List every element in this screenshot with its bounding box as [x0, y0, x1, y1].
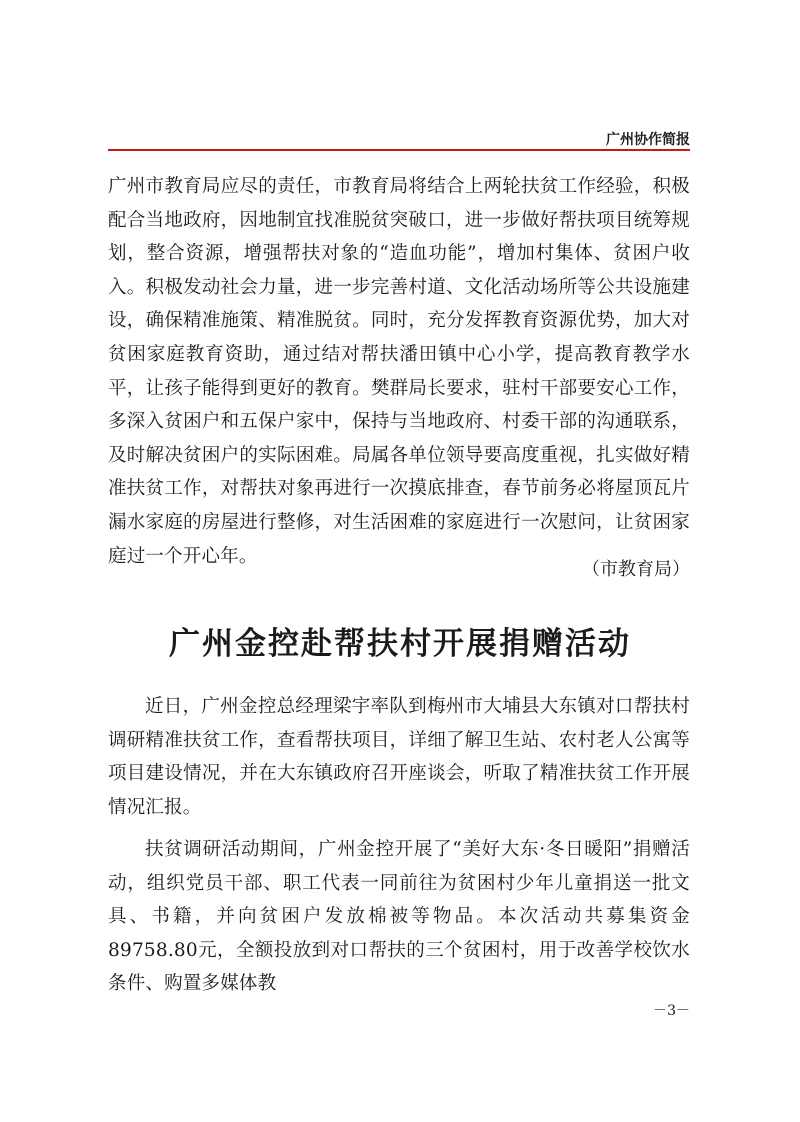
publication-title: 广州协作简报 [606, 132, 690, 148]
body-paragraph: 广州市教育局应尽的责任，市教育局将结合上两轮扶贫工作经验，积极配合当地政府，因地制宜找准脱贫突破口，进一步做好帮扶项目统筹规划，整合资源，增强帮扶对象的“造血功能”，增加村集体、贫困户收入。积极发动社会力量，进一步完善村道、文化活动场所等公共设施建设，确保精准施策、精准脱贫。同时，充分发挥教育资源优势，加大对贫困家庭教育资助，通过结对帮扶潘田镇中心小学，提高教育教学水平，让孩子能得到更好的教育。樊群局长要求，驻村干部要安心工作，多深入贫困户和五保户家中，保持与当地政府、村委干部的沟通联系，及时解决贫困户的实际困难。局属各单位领导要高度重视，扎实做好精准扶贫工作，对帮扶对象再进行一次摸底排查，春节前务必将屋顶瓦片漏水家庭的房屋进行整修，对生活困难的家庭进行一次慰问，让贫困家庭过一个开心年。 [108, 176, 690, 567]
article-title: 广州金控赴帮扶村开展捐赠活动 [169, 626, 631, 662]
article-paragraph: 扶贫调研活动期间，广州金控开展了“美好大东·冬日暖阳”捐赠活动，组织党员干部、职工代表一同前往为贫困村少年儿童捐送一批文具、书籍，并向贫困户发放棉被等物品。本次活动共募集资金89758.80元，全额投放到对口帮扶的三个贫困村，用于改善学校饮水条件、购置多媒体教 [108, 839, 690, 995]
header-divider [108, 149, 690, 151]
source-attribution: （市教育局） [582, 559, 690, 580]
article-paragraph: 近日，广州金控总经理梁宇率队到梅州市大埔县大东镇对口帮扶村调研精准扶贫工作，查看帮扶项目，详细了解卫生站、农村老人公寓等项目建设情况，并在大东镇政府召开座谈会，听取了精准扶贫工作开展情况汇报。 [108, 696, 690, 818]
page-number: －3－ [653, 1003, 690, 1019]
